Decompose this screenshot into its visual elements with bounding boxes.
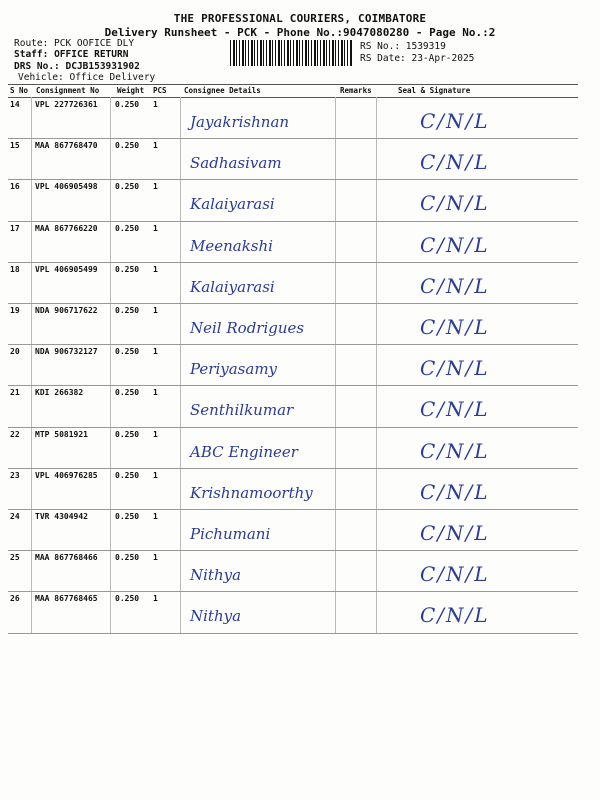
row-separator [8,344,578,345]
seal-signature: C/N/L [420,521,490,545]
consignee-signature: Nithya [190,566,242,585]
row-separator [8,138,578,139]
col-sno: S No [10,86,29,95]
row-pcs: 1 [153,141,158,151]
consignee-signature: Krishnamoorthy [190,483,313,502]
row-sno: 19 [10,306,20,315]
seal-signature: C/N/L [420,232,490,257]
vehicle: Vehicle: Office Delivery [18,72,156,83]
seal-signature: C/N/L [420,109,490,133]
row-weight: 0.250 [115,100,140,109]
row-weight: 0.250 [115,306,140,315]
row-consignment: MAA 867768465 [35,594,98,604]
document-title: THE PROFESSIONAL COURIERS, COIMBATORE [173,12,427,25]
row-pcs: 1 [153,182,158,192]
rs-number: RS No.: 1539319 [360,41,446,52]
row-sno: 21 [10,388,20,398]
row-weight: 0.250 [115,141,140,151]
row-pcs: 1 [153,223,158,233]
row-sno: 15 [10,141,20,151]
row-pcs: 1 [153,512,158,521]
staff-label: Staff: [14,49,49,60]
row-pcs: 1 [153,553,158,563]
row-sno: 26 [10,594,20,604]
row-weight: 0.250 [115,182,140,192]
row-pcs: 1 [153,264,158,274]
row-separator [8,509,578,510]
route: Route: PCK OOFICE DLY [14,38,135,49]
col-remarks: Remarks [340,86,372,95]
seal-signature: C/N/L [420,191,490,216]
row-pcs: 1 [153,388,158,398]
row-sno: 16 [10,182,20,192]
row-sno: 18 [10,264,20,274]
row-consignment: VPL 406905498 [35,182,98,192]
consignee-signature: Neil Rodrigues [190,319,305,337]
row-consignment: NDA 906732127 [35,347,98,357]
row-sno: 14 [10,100,20,109]
consignee-signature: Periyasamy [190,360,278,379]
row-consignment: MAA 867766220 [35,223,98,233]
consignee-signature: Kalaiyarasi [190,277,275,296]
seal-signature: C/N/L [420,603,490,628]
row-separator [8,550,578,551]
row-weight: 0.250 [115,388,140,398]
row-sno: 23 [10,470,20,480]
row-consignment: VPL 227726361 [35,100,98,109]
consignee-signature: Meenakshi [190,236,273,255]
row-pcs: 1 [153,347,158,357]
table-header-rule [8,97,578,98]
row-weight: 0.250 [115,347,140,357]
seal-signature: C/N/L [420,150,490,175]
consignee-signature: Kalaiyarasi [190,195,275,214]
row-consignment: MAA 867768466 [35,553,98,563]
col-consignment: Consignment No [36,86,100,95]
drs-label: DRS No.: [14,61,60,72]
row-consignment: MAA 867768470 [35,141,98,151]
consignee-signature: ABC Engineer [190,442,298,461]
seal-signature: C/N/L [420,315,490,339]
row-separator [8,468,578,469]
row-pcs: 1 [153,594,158,604]
row-weight: 0.250 [115,594,140,604]
row-separator [8,179,578,180]
consignee-signature: Sadhasivam [190,154,282,173]
divider [376,97,377,633]
row-separator [8,262,578,263]
col-consignee: Consignee Details [184,86,261,95]
seal-signature: C/N/L [420,438,490,463]
row-separator [8,303,578,304]
row-pcs: 1 [153,100,158,109]
consignee-signature: Senthilkumar [190,401,294,420]
row-weight: 0.250 [115,470,140,480]
divider [335,97,336,633]
staff [14,49,128,60]
drs [14,61,140,72]
seal-signature: C/N/L [420,562,490,587]
row-sno: 24 [10,512,20,521]
seal-signature: C/N/L [420,397,490,422]
row-separator [8,633,578,634]
seal-signature: C/N/L [420,273,490,298]
row-separator [8,591,578,592]
barcode [230,40,352,66]
row-weight: 0.250 [115,553,140,563]
row-consignment: MTP 5081921 [35,429,88,439]
consignee-signature: Pichumani [190,525,271,543]
divider [31,97,32,633]
row-sno: 22 [10,429,20,439]
divider [110,97,111,633]
row-pcs: 1 [153,306,158,315]
row-weight: 0.250 [115,223,140,233]
col-seal: Seal & Signature [398,86,471,95]
drs-value: DCJB153931902 [65,61,140,72]
divider [180,97,181,633]
seal-signature: C/N/L [420,479,490,504]
staff-value: OFFICE RETURN [54,49,129,60]
col-pcs: PCS [153,86,167,95]
row-separator [8,427,578,428]
col-weight: Weight [117,86,145,95]
row-weight: 0.250 [115,264,140,274]
row-separator [8,385,578,386]
row-consignment: KDI 266382 [35,388,84,398]
row-consignment: VPL 406976285 [35,470,98,480]
row-sno: 25 [10,553,20,563]
rs-date: RS Date: 23-Apr-2025 [360,53,475,64]
row-pcs: 1 [153,429,158,439]
row-pcs: 1 [153,470,158,480]
row-weight: 0.250 [115,429,140,439]
seal-signature: C/N/L [420,356,490,381]
row-consignment: TVR 4304942 [35,512,88,521]
consignee-signature: Nithya [190,607,242,626]
runsheet-subtitle: Delivery Runsheet - PCK - Phone No.:9047080280 - Page No.:2 [104,26,496,39]
row-consignment: VPL 406905499 [35,264,98,274]
consignee-signature: Jayakrishnan [190,113,290,131]
row-consignment: NDA 906717622 [35,306,98,315]
row-sno: 17 [10,223,20,233]
row-sno: 20 [10,347,20,357]
header-rule [8,84,578,85]
row-separator [8,221,578,222]
row-weight: 0.250 [115,512,140,521]
